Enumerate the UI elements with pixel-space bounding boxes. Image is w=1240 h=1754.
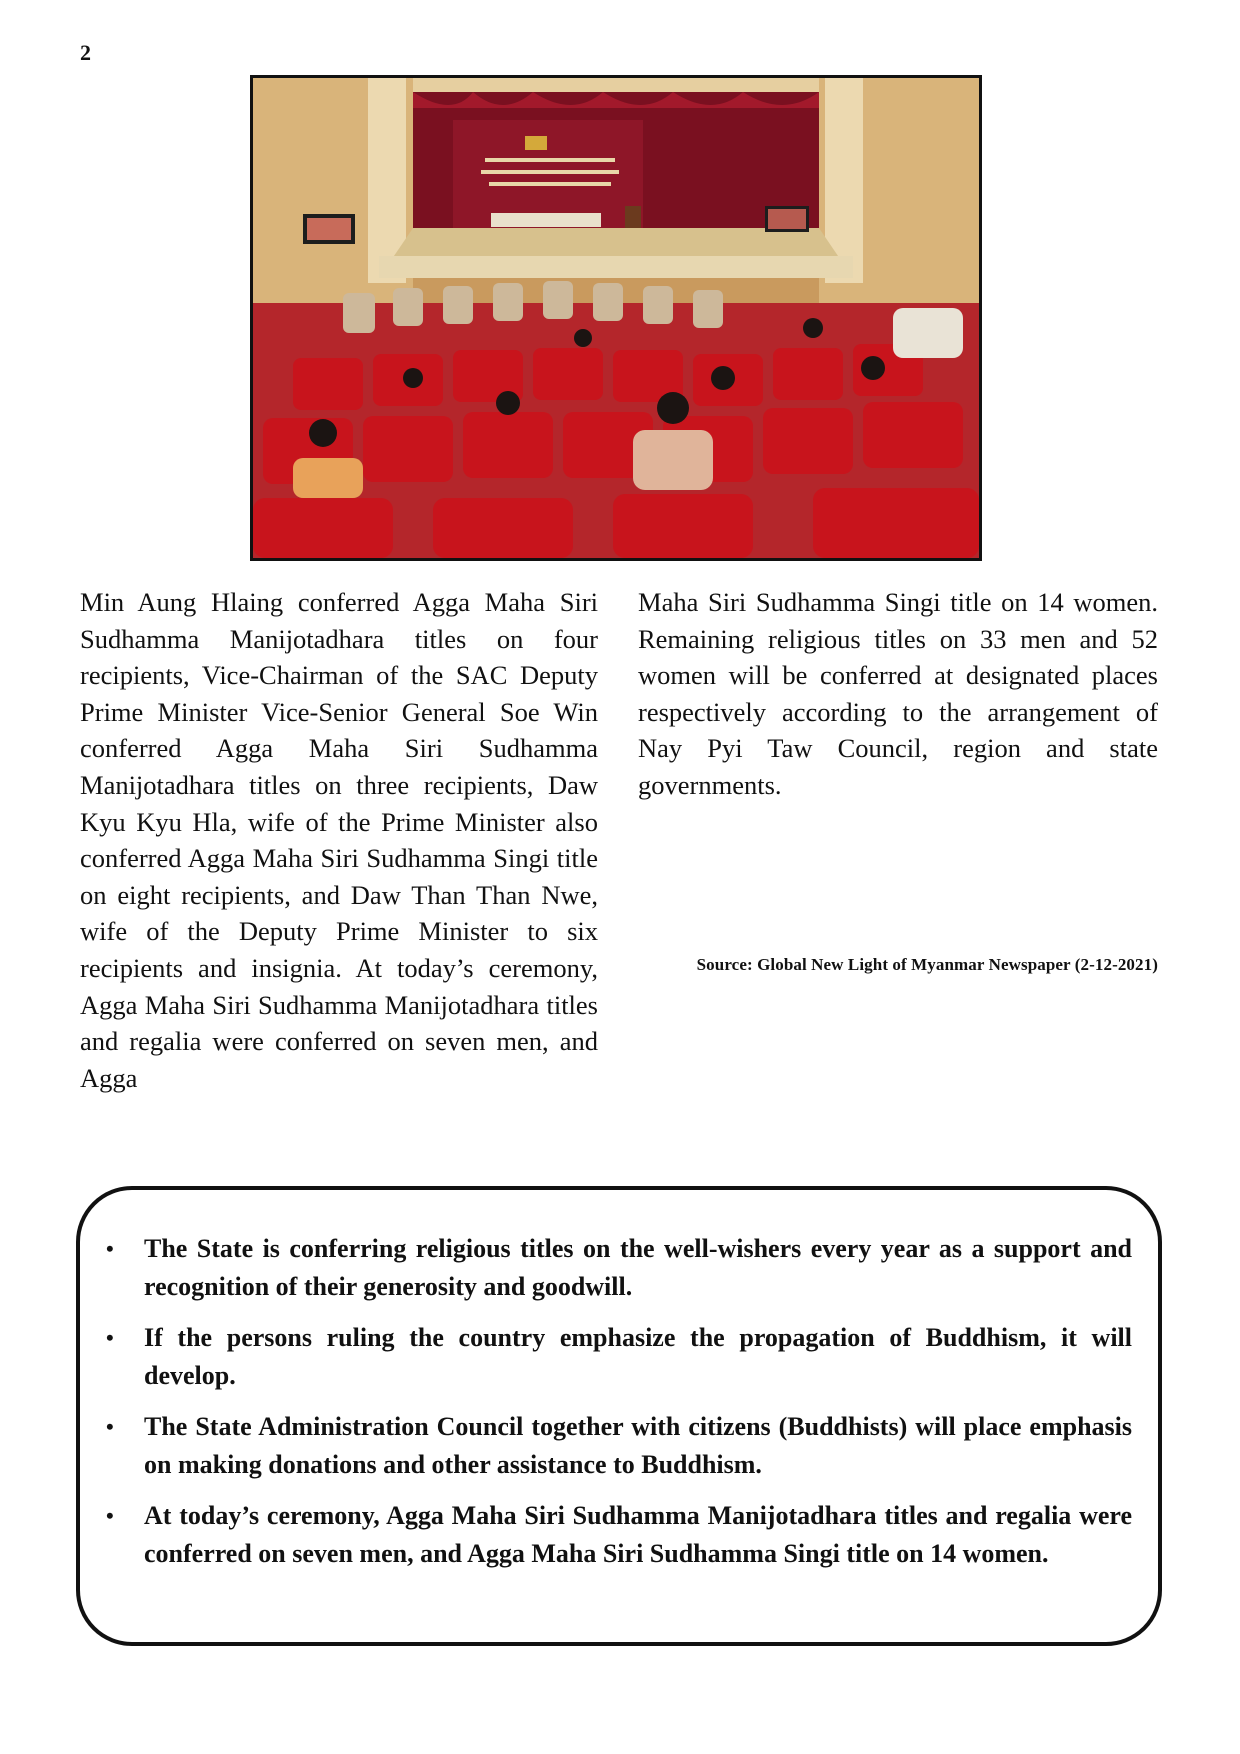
bullet-icon: • (106, 1236, 114, 1261)
ceremony-hall-photo (250, 75, 982, 561)
key-point-text: At today’s ceremony, Agga Maha Siri Sudhamma Manijotadhara titles and regalia were conferred on seven men, and Agga Maha Siri Sudhamma Singi title on 14 women. (144, 1501, 1132, 1568)
key-point-text: If the persons ruling the country emphasize the propagation of Buddhism, it will develop. (144, 1323, 1132, 1390)
bullet-icon: • (106, 1414, 114, 1439)
article-right-column: Maha Siri Sudhamma Singi title on 14 women. Remaining religious titles on 33 men and 52 women will be conferred at designated places respectively according to the arrangement of Nay Pyi Taw Council, region and state governments. (638, 587, 1158, 800)
key-point-item (104, 1319, 1132, 1394)
key-point-text: The State Administration Council together with citizens (Buddhists) will place emphasis on making donations and other assistance to Buddhism. (144, 1412, 1132, 1479)
key-point-text: The State is conferring religious titles on the well-wishers every year as a support and recognition of their generosity and goodwill. (144, 1234, 1132, 1301)
page-number: 2 (80, 40, 91, 65)
bullet-icon: • (106, 1325, 114, 1350)
article-left-column: Min Aung Hlaing conferred Agga Maha Siri Sudhamma Manijotadhara titles on four recipients, Vice-Chairman of the SAC Deputy Prime Minister Vice-Senior General Soe Win conferred Agga Maha Siri Sudhamma Manijotadhara titles on three recipients, Daw Kyu Kyu Hla, wife of the Prime Minister also conferred Agga Maha Siri Sudhamma Singi title on eight recipients, and Daw Than Than Nwe, wife of the Deputy Prime Minister to six recipients and insignia. At today’s ceremony, Agga Maha Siri Sudhamma Manijotadhara titles and regalia were conferred on seven men, and Agga (80, 587, 598, 1093)
source-citation: Source: Global New Light of Myanmar Newspaper (2-12-2021) (696, 955, 1158, 974)
key-points-box (76, 1186, 1162, 1646)
key-points-list (104, 1230, 1132, 1586)
ceremony-hall-illustration (253, 78, 979, 558)
bullet-icon: • (106, 1503, 114, 1528)
key-point-item (104, 1408, 1132, 1483)
key-point-item (104, 1230, 1132, 1305)
key-point-item (104, 1497, 1132, 1572)
